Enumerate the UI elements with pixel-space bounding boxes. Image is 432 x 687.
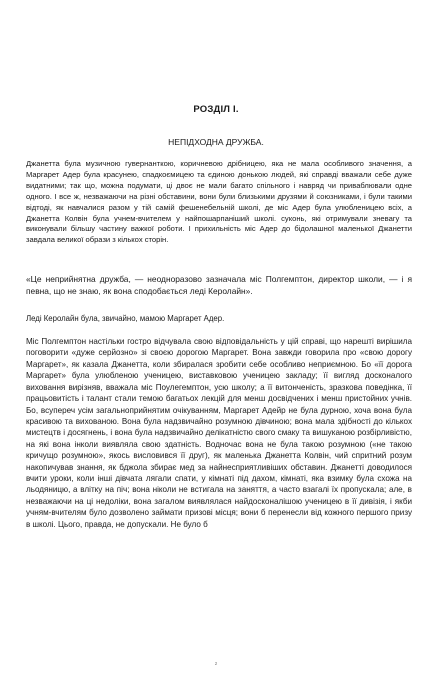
page-number: 2 xyxy=(214,661,218,666)
paragraph-lady-caroline: Леді Керолайн була, звичайно, мамою Маргарет Адер. xyxy=(26,314,225,323)
paragraph-main: Міс Полгемптон настільки гостро відчувала свою відповідальність у цій справі, що нарешті вирішила поговорити «дуже серйозно» зі своєю дорогою Маргарет. Вона завжди говорила про «свою дорогу Маргарет», як казала Джанетта, коли збиралася зробити себе особливо неприємною. Бо «її дорога Маргарет» була улюбленою ученицею, виставковою ученицею закладу; її вигляд досконалого виховання вирізняв, вважала міс Поулегемптон, усю школу; а її витонченість, зразкова поведінка, її працьовитість і талант стали темою багатьох лекцій для менш досвідчених і менш пристойних учнів. Бо, всупереч усім загальноприйнятим очікуванням, Маргарет Адейр не була дурною, хоча вона була красивою та вихованою. Вона була надзвичайно розумною дівчиною; вона мала здібності до кількох мистецтв і досягнень, і вона була надзвичайно делікатністю свого смаку та вишуканою розбірливістю, на які вона інколи виявляла свою здатність. Водночас вона не була такою розумною («не такою кричущо розумною», якось висловився її друг), як маленька Джанетта Колвін, чий спритний розум накопичував знання, як бджола збирає мед за найнесприятливіших обставин. Джанетті доводилося вчити уроки, коли інші дівчата лягали спати, у кімнаті під дахом, кімнаті, яка взимку була схожа на льодяницю, а влітку на піч; вона ніколи не встигала на заняття, а часто взагалі їх пропускала; але, в незважаючи на ці недоліки, вона загалом виявлялася найдосконалішою ученицею в її дивізія, і якби учням-вчителям було дозволено займати призові місця; вони б перенесли від кожного першого призу в школі. Цього, правда, не допускали. Не було б xyxy=(26,337,412,529)
paragraph-quote: «Це неприйнятна дружба, — неодноразово зазначала міс Полгемптон, директор школи, — і я певна, що не знаю, як вона сподобається леді Керолайн». xyxy=(26,274,412,297)
paragraph-intro: Джанетта була музичною гувернанткою, коричневою дрібницею, яка не мала особливого значення, а Маргарет Адер була красунею, спадкоємицею та єдиною донькою людей, які справді вважали себе дуже видатними; так що, можна подумати, ці двоє не мали багато спільного і навряд чи приваблювали одне одного. І все ж, незважаючи на різні обставини, вони були близькими друзями й союзниками, і були такими відтоді, як навчалися разом у тій самій фешенебельній школі, де міс Адер була улюбленицею всіх, а Джанетта Колвін була учнем-вчителем у найпошарпаніший школі. суконь, які отримували зневагу та виконували більшу частину важкої роботи. І прихильність міс Адер до бідолашної маленької Джанетти завдала великої образи з кількох сторін. xyxy=(26,159,412,245)
chapter-subtitle: НЕПІДХОДНА ДРУЖБА. xyxy=(168,137,264,147)
chapter-title: РОЗДІЛ І. xyxy=(193,104,239,115)
